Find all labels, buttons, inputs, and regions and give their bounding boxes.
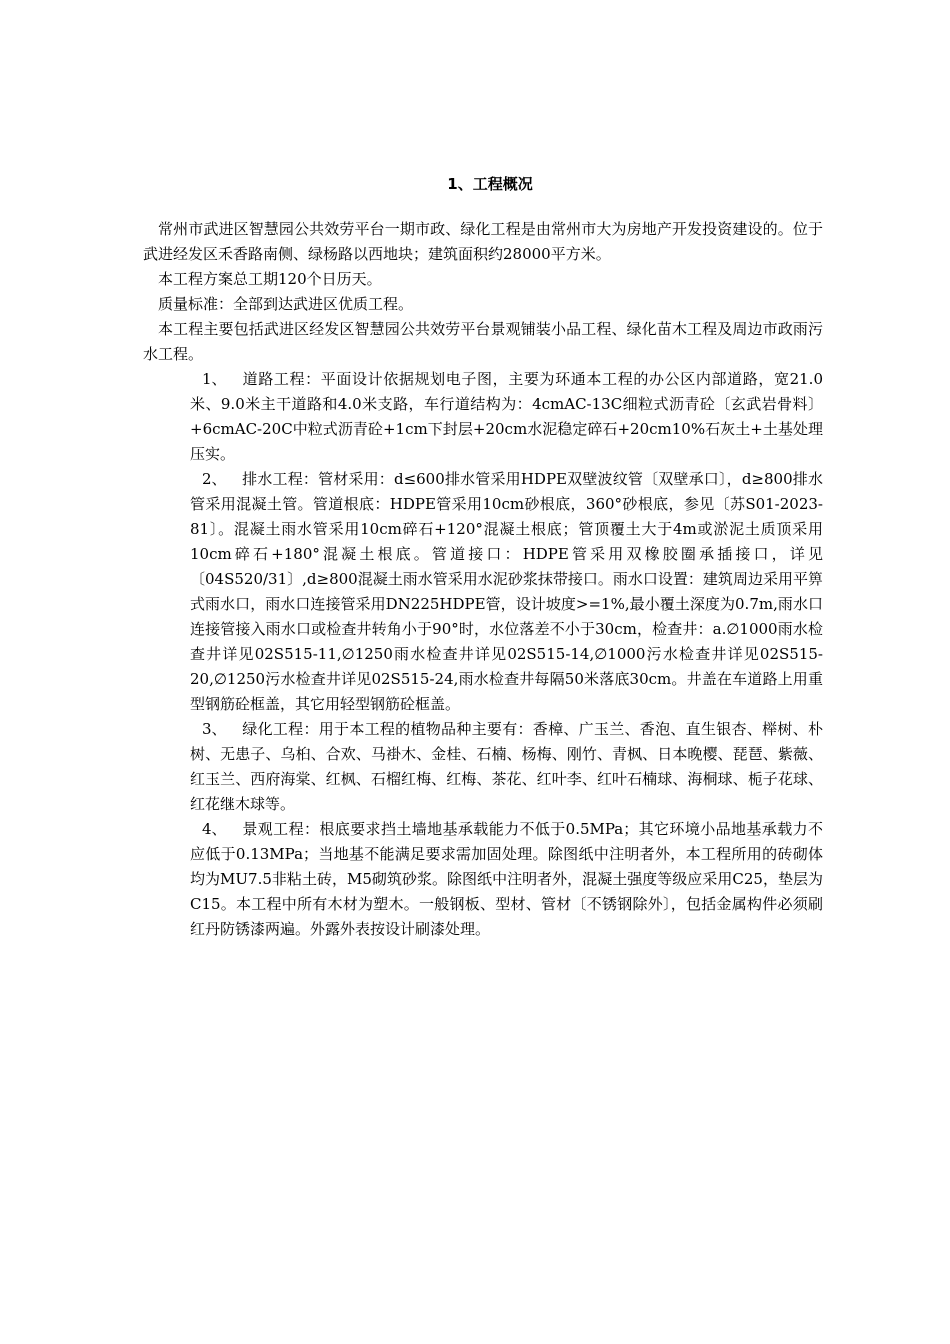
list-item-text: 景观工程：根底要求挡土墙地基承载能力不低于0.5MPa；其它环境小品地基承载力不应低于0.13MPa；当地基不能满足要求需加固处理。除图纸中注明者外，本工程所用的砖砌体均为MU7.5非粘土砖，M5砌筑砂浆。除图纸中注明者外，混凝土强度等级应采用C25，垫层为C15。本工程中所有木材为塑木。一般钢板、型材、管材〔不锈钢除外〕，包括金属构件必须刷红丹防锈漆两遍。外露外表按设计刷漆处理。 — [190, 820, 823, 938]
list-item-text: 道路工程：平面设计依据规划电子图，主要为环通本工程的办公区内部道路，宽21.0米、9.0米主干道路和4.0米支路，车行道结构为：4cmAC-13C细粒式沥青砼〔玄武岩骨料〕+6cmAC-20C中粒式沥青砼+1cm下封层+20cm水泥稳定碎石+20cm10%石灰土+土基处理压实。 — [190, 370, 823, 463]
list-item-text: 排水工程：管材采用：d≤600排水管采用HDPE双壁波纹管〔双壁承口〕，d≥800排水管采用混凝土管。管道根底：HDPE管采用10cm砂根底，360°砂根底，参见〔苏S01-2023-81〕。混凝土雨水管采用10cm碎石+120°混凝土根底；管顶覆土大于4m或淤泥土质顶采用10cm碎石+180°混凝土根底。管道接口：HDPE管采用双橡胶圈承插接口，详见〔04S520/31〕,d≥800混凝土雨水管采用水泥砂浆抹带接口。雨水口设置：建筑周边采用平箅式雨水口，雨水口连接管采用DN225HDPE管，设计坡度>=1%,最小覆土深度为0.7m,雨水口连接管接入雨水口或检查井转角小于90°时，水位落差不小于30cm，检查井：a.∅1000雨水检查井详见02S515-11,∅1250雨水检查井详见02S515-14,∅1000污水检查井详见02S515-20,∅1250污水检查井详见02S515-24,雨水检查井每隔50米落底30cm。井盖在车道路上用重型钢筋砼框盖，其它用轻型钢筋砼框盖。 — [190, 470, 823, 713]
paragraph-scope: 本工程主要包括武进区经发区智慧园公共效劳平台景观铺装小品工程、绿化苗木工程及周边市政雨污水工程。 — [143, 320, 823, 363]
paragraph-quality: 质量标准：全部到达武进区优质工程。 — [158, 295, 414, 313]
list-item-number: 3、 — [202, 720, 227, 738]
list-item-text: 绿化工程：用于本工程的植物品种主要有：香樟、广玉兰、香泡、直生银杏、榉树、朴树、无患子、乌桕、合欢、马褂木、金桂、石楠、杨梅、刚竹、青枫、日本晚樱、琵琶、紫薇、红玉兰、西府海棠、红枫、石榴红梅、红梅、茶花、红叶李、红叶石楠球、海桐球、栀子花球、红花继木球等。 — [190, 720, 823, 813]
list-item-number: 4、 — [202, 820, 227, 838]
list-item-number: 2、 — [202, 470, 227, 488]
list-item-landscape — [190, 817, 823, 942]
list-item-greening — [190, 717, 823, 817]
list-item-road — [190, 367, 823, 467]
paragraph-overview: 常州市武进区智慧园公共效劳平台一期市政、绿化工程是由常州市大为房地产开发投资建设的。位于武进经发区禾香路南侧、绿杨路以西地块；建筑面积约28000平方米。 — [143, 220, 823, 263]
list-item-drainage — [190, 467, 823, 717]
document-body — [143, 217, 823, 942]
section-title: 1、工程概况 — [447, 175, 533, 193]
paragraph-schedule: 本工程方案总工期120个日历天。 — [158, 270, 382, 288]
list-item-number: 1、 — [202, 370, 227, 388]
